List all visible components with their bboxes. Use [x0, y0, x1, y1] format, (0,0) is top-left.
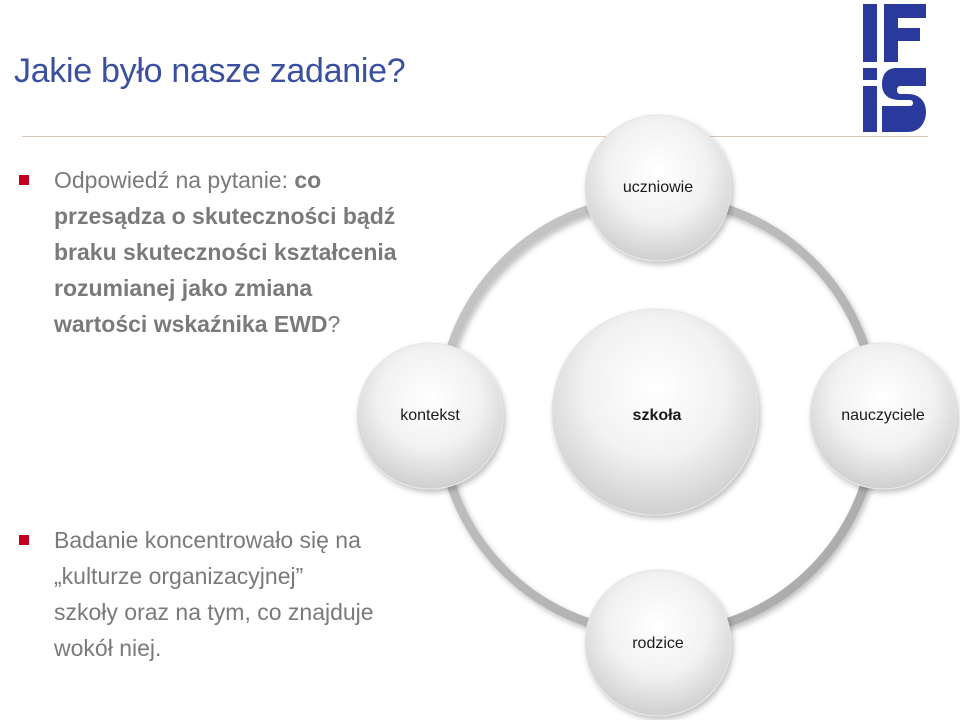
text-run: szkoły oraz na tym, co znajduje	[54, 599, 374, 625]
node-label-students: uczniowie	[622, 179, 694, 196]
node-label-context: kontekst	[400, 407, 460, 424]
slide-title: Jakie było nasze zadanie?	[14, 52, 406, 90]
text-run: ?	[327, 311, 341, 337]
text-run: Odpowiedź na pytanie:	[54, 167, 295, 193]
text-run: „kulturze organizacyjnej”	[54, 563, 304, 589]
node-label-school: szkoła	[632, 407, 682, 424]
text-run: rozumianej jako zmiana	[54, 275, 313, 301]
text-run: przesądza o skuteczności bądź	[54, 203, 396, 229]
text-run: Badanie koncentrowało się na	[54, 527, 361, 553]
text-run: wartości wskaźnika EWD	[54, 311, 328, 337]
node-label-parents: rodzice	[632, 635, 684, 652]
text-run: co	[294, 167, 322, 193]
text-run: braku skuteczności kształcenia	[54, 239, 397, 265]
text-run: wokół niej.	[54, 635, 162, 661]
node-label-teachers: nauczyciele	[841, 407, 925, 424]
